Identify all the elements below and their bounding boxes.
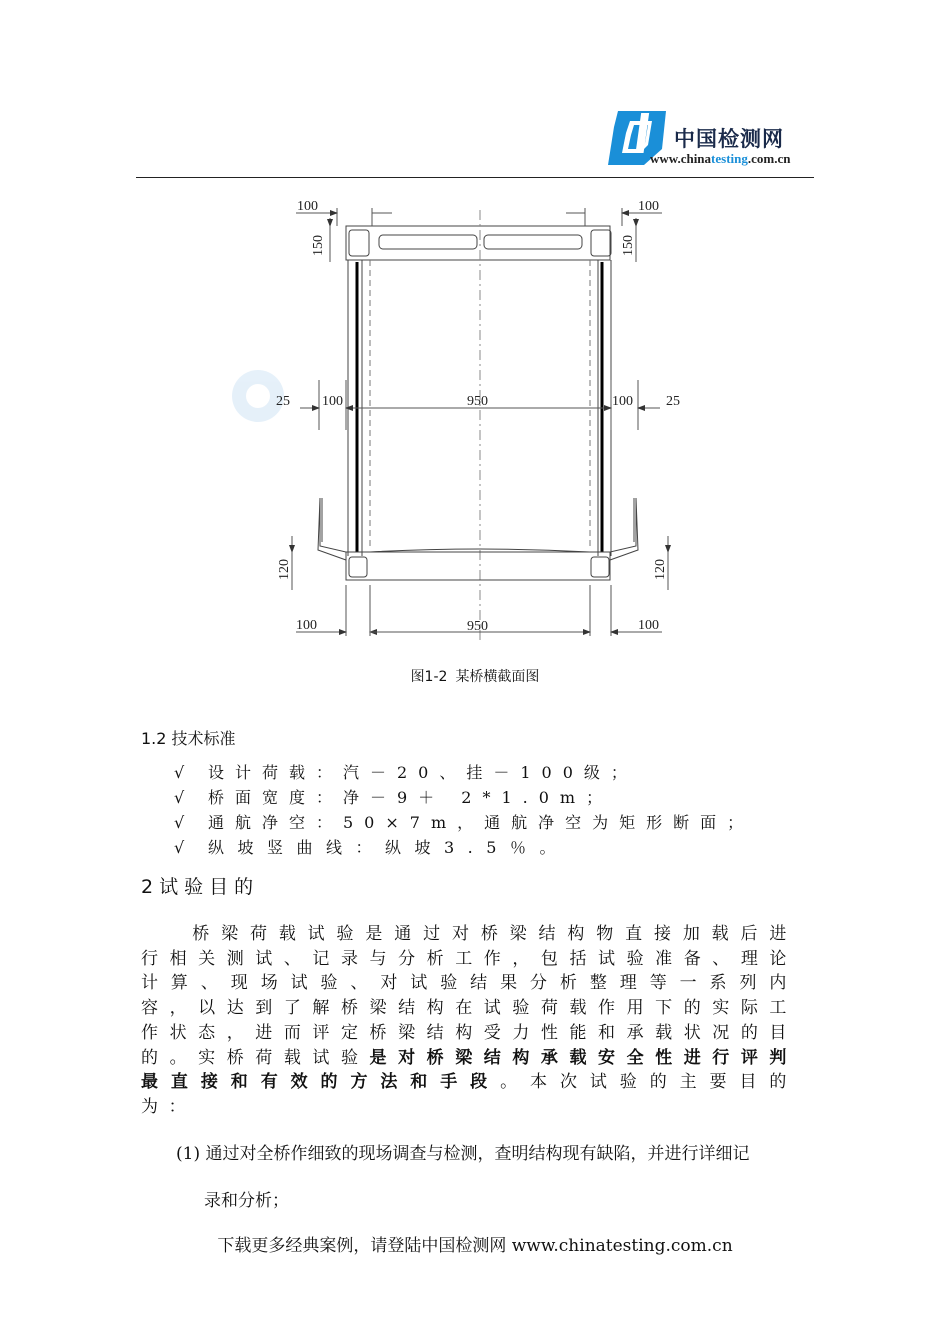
list-item: √ 桥面宽度：净－9＋ 2*1.0m； — [174, 788, 614, 807]
logo-url: www.chinatesting.com.cn — [650, 151, 791, 166]
check-icon: √ — [174, 788, 185, 807]
dim-bottom-center: 950 — [467, 619, 488, 634]
logo-name: 中国检测网 — [674, 127, 784, 151]
body-paragraph: 桥梁荷载试验是通过对桥梁结构物直接加载后进行相关测试、记录与分析工作，包括试验准备、理论计算、现场试验、对试验结果分析整理等一系列内容，以达到了解桥梁结构在试验荷载作用下的实际工作状态，进而评定桥梁结构受力性能和承载状况的目的。实桥荷载试验是对桥梁结构承载安全性进行评判最直接和有效的方法和手段。本次试验的主要目的为： — [141, 924, 798, 1117]
dim-mid-right-inner: 100 — [612, 394, 633, 409]
figure-caption — [0, 666, 950, 686]
dim-top-left: 100 — [297, 199, 318, 214]
dim-mid-left-outer: 25 — [276, 394, 290, 409]
list-item: √ 设计荷载：汽－20、挂－100级； — [174, 763, 638, 782]
site-logo[interactable] — [604, 107, 814, 169]
dim-vert-top-left: 150 — [311, 235, 326, 256]
dim-bottom-left: 100 — [296, 618, 317, 633]
dim-mid-left-inner: 100 — [322, 394, 343, 409]
dim-vert-top-right: 150 — [621, 235, 636, 256]
list-item: √ 纵坡竖曲线：纵坡3.5％。 — [174, 838, 569, 857]
dim-vert-bottom-left: 120 — [277, 559, 292, 580]
dim-mid-right-outer: 25 — [666, 394, 680, 409]
header-divider — [136, 177, 814, 178]
dim-vert-bottom-right: 120 — [653, 559, 668, 580]
dim-mid-center: 950 — [467, 394, 488, 409]
technical-standards-list — [174, 760, 794, 860]
check-icon: √ — [174, 838, 185, 857]
emphasis-text: 是对桥梁结构承载安全性进行评判最直接和有效的方法和手段 — [141, 1047, 797, 1093]
objective-item-1: (1) 通过对全桥作细致的现场调查与检测，查明结构现有缺陷，并进行详细记 录和分析； — [176, 1144, 750, 1211]
list-item: √ 通航净空：50×7m，通航净空为矩形断面； — [174, 813, 755, 832]
caption-text: 某桥横截面图 — [455, 669, 540, 685]
section-heading-1-2: 1.2 技术标准 — [141, 729, 236, 748]
section-heading-2: 2试验目的 — [141, 876, 260, 898]
dim-bottom-right: 100 — [638, 618, 659, 633]
bridge-cross-section-drawing — [220, 190, 700, 650]
footer-text: 下载更多经典案例，请登陆中国检测网 www.chinatesting.com.cn — [217, 1236, 733, 1256]
check-icon: √ — [174, 813, 185, 832]
dim-top-right: 100 — [638, 199, 659, 214]
check-icon: √ — [174, 763, 185, 782]
caption-number: 图1-2 — [410, 669, 448, 685]
